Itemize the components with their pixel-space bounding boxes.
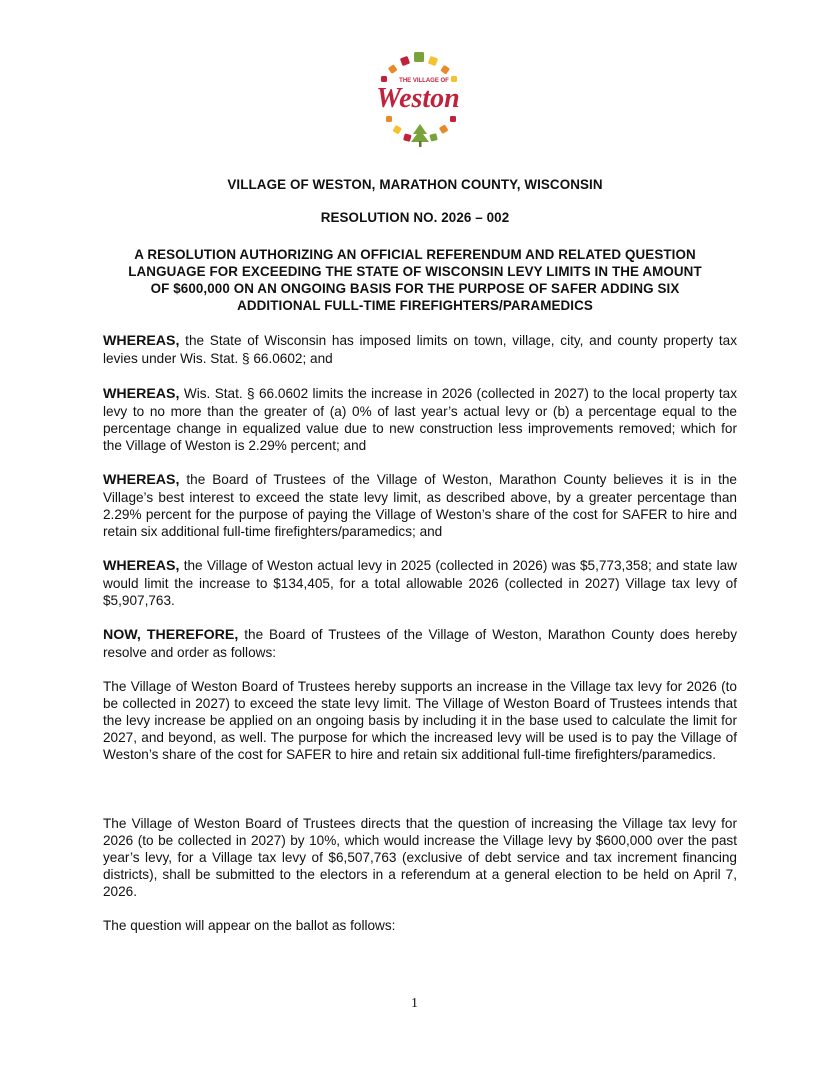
paragraph-text: the State of Wisconsin has imposed limits on town, village, city, and county property tax levies under Wis. Stat. § 66.0602; and xyxy=(103,333,737,366)
whereas-paragraph-4 xyxy=(103,557,737,609)
village-logo xyxy=(364,48,472,158)
whereas-paragraph-2 xyxy=(103,385,737,454)
whereas-label: WHEREAS, xyxy=(103,472,180,488)
paragraph-text: the Board of Trustees of the Village of Weston, Marathon County does hereby resolve and order as follows: xyxy=(103,627,737,660)
whereas-paragraph-3 xyxy=(103,471,737,540)
whereas-label: WHEREAS, xyxy=(103,386,180,402)
title-line: ADDITIONAL FULL-TIME FIREFIGHTERS/PARAMEDICS xyxy=(237,298,593,313)
referendum-paragraph: The Village of Weston Board of Trustees directs that the question of increasing the Village tax levy for 2026 (to be collected in 2027) by 10%, which would increase the Village levy by $600,000 over the past year’s levy, for a Village tax levy of $6,507,763 (exclusive of debt service and tax increment financing districts), shall be submitted to the electors in a referendum at a general election to be held on April 7, 2026. xyxy=(103,816,737,899)
title-line: OF $600,000 ON AN ONGOING BASIS FOR THE PURPOSE OF SAFER ADDING SIX xyxy=(150,281,680,296)
resolution-number: RESOLUTION NO. 2026 – 002 xyxy=(320,210,510,225)
logo-top-text: THE VILLAGE OF xyxy=(399,78,449,84)
paragraph-text: Wis. Stat. § 66.0602 limits the increase in 2026 (collected in 2027) to the local property tax levy to no more than the greater of (a) 0% of last year’s actual levy or (b) a percentage equal to the percentage change in equalized value due to new construction less improvements removed; which for the Village of Weston is 2.29% percent; and xyxy=(103,386,737,453)
now-therefore-paragraph xyxy=(103,626,737,661)
title-line: A RESOLUTION AUTHORIZING AN OFFICIAL REFERENDUM AND RELATED QUESTION xyxy=(134,247,696,262)
logo-name: Weston xyxy=(376,83,460,114)
whereas-paragraph-1 xyxy=(103,332,737,367)
whereas-label: WHEREAS, xyxy=(103,333,180,349)
now-therefore-label: NOW, THEREFORE, xyxy=(103,627,239,643)
document-header-municipality: VILLAGE OF WESTON, MARATHON COUNTY, WISCONSIN xyxy=(227,177,603,192)
resolution-title xyxy=(90,246,740,314)
paragraph-text: the Village of Weston actual levy in 2025 (collected in 2026) was $5,773,358; and state law would limit the increase to $134,405, for a total allowable 2026 (collected in 2027) Village tax levy of $5,907,763. xyxy=(103,558,737,608)
paragraph-text: the Board of Trustees of the Village of Weston, Marathon County believes it is in the Village’s best interest to exceed the state levy limit, as described above, by a greater percentage than 2.29% percent for the purpose of paying the Village of Weston’s share of the cost for SAFER to hire and retain six additional full-time firefighters/paramedics; and xyxy=(103,472,737,539)
title-line: LANGUAGE FOR EXCEEDING THE STATE OF WISCONSIN LEVY LIMITS IN THE AMOUNT xyxy=(128,264,702,279)
tree-icon xyxy=(411,124,429,147)
whereas-label: WHEREAS, xyxy=(103,558,180,574)
ballot-intro-paragraph: The question will appear on the ballot as follows: xyxy=(103,918,396,933)
village-logo-graphic xyxy=(364,48,472,158)
page-number: 1 xyxy=(411,996,418,1011)
support-paragraph: The Village of Weston Board of Trustees hereby supports an increase in the Village tax levy for 2026 (to be collected in 2027) to exceed the state levy limit. The Village of Weston Board of Trustees intends that the levy increase be applied on an ongoing basis by including it in the base used to calculate the limit for 2027, and beyond, as well. The purpose for which the increased levy will be used is to pay the Village of Weston’s share of the cost for SAFER to hire and retain six additional full-time firefighters/paramedics. xyxy=(103,679,737,762)
